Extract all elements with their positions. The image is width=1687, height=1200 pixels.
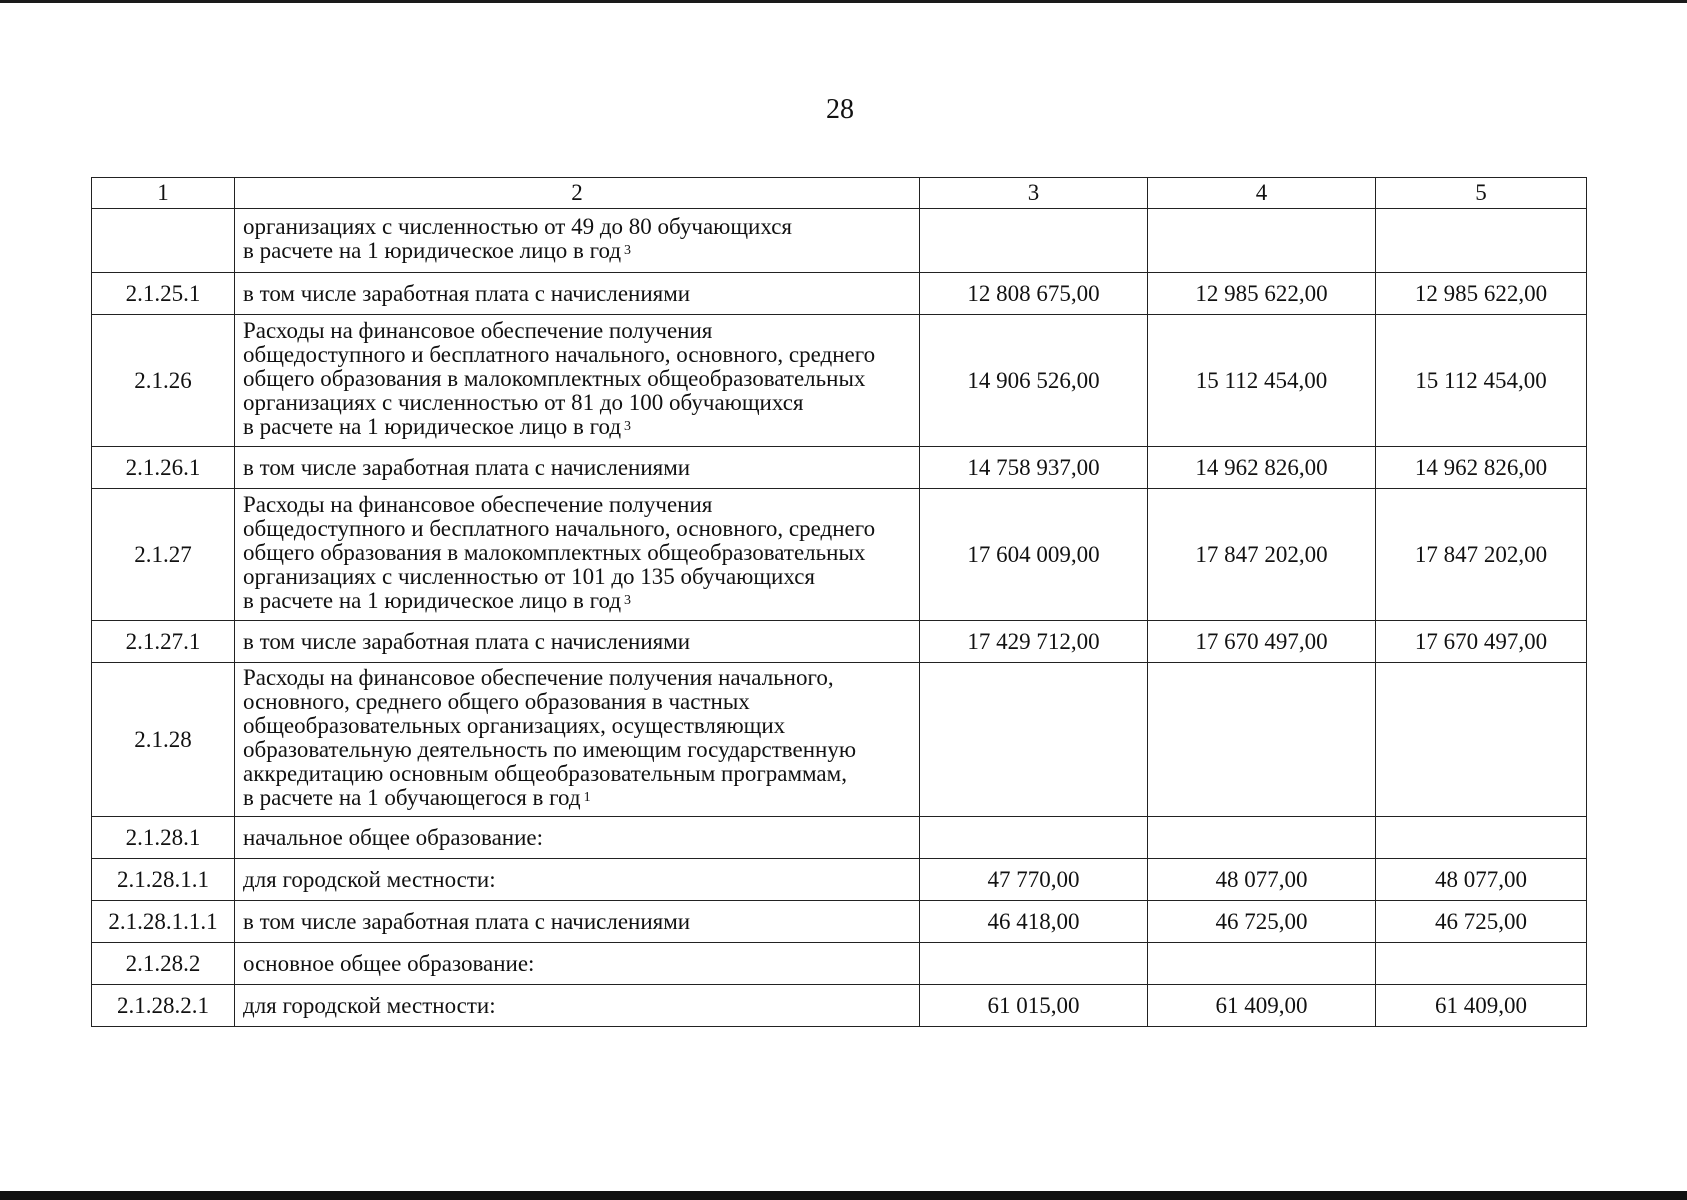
value-col-5: 14 962 826,00	[1376, 447, 1587, 489]
row-description	[235, 663, 920, 817]
column-number-5: 5	[1376, 178, 1587, 209]
row-description	[235, 315, 920, 447]
row-code: 2.1.27	[92, 489, 235, 621]
value-col-3	[920, 209, 1148, 273]
value-col-5: 48 077,00	[1376, 859, 1587, 901]
table-row	[92, 817, 1587, 859]
column-number-3: 3	[920, 178, 1148, 209]
table-row	[92, 315, 1587, 447]
row-code: 2.1.28.2	[92, 943, 235, 985]
scan-border-top	[0, 0, 1687, 3]
value-col-4	[1148, 943, 1376, 985]
value-col-4: 17 847 202,00	[1148, 489, 1376, 621]
value-col-5	[1376, 209, 1587, 273]
value-col-4	[1148, 663, 1376, 817]
value-col-5: 17 670 497,00	[1376, 621, 1587, 663]
row-description	[235, 985, 920, 1027]
row-description	[235, 901, 920, 943]
footnote-marker: 3	[624, 592, 632, 608]
row-code: 2.1.28.1.1	[92, 859, 235, 901]
value-col-4	[1148, 209, 1376, 273]
table-row	[92, 859, 1587, 901]
description-text: в том числе заработная плата с начислениями	[243, 628, 691, 654]
value-col-3: 61 015,00	[920, 985, 1148, 1027]
table-row	[92, 273, 1587, 315]
row-description	[235, 621, 920, 663]
row-code: 2.1.27.1	[92, 621, 235, 663]
description-text: в том числе заработная плата с начислениями	[243, 280, 691, 306]
row-description	[235, 209, 920, 273]
page-number: 28	[826, 94, 854, 125]
table-row	[92, 209, 1587, 273]
description-text: в том числе заработная плата с начислениями	[243, 908, 691, 934]
row-description	[235, 273, 920, 315]
description-text: организациях с численностью от 49 до 80 обучающихся в расчете на 1 юридическое лицо в год	[243, 213, 792, 263]
value-col-5	[1376, 943, 1587, 985]
row-description	[235, 447, 920, 489]
table-row	[92, 447, 1587, 489]
value-col-4	[1148, 817, 1376, 859]
value-col-3: 46 418,00	[920, 901, 1148, 943]
table-row	[92, 621, 1587, 663]
value-col-3: 17 429 712,00	[920, 621, 1148, 663]
row-code: 2.1.28	[92, 663, 235, 817]
description-text: в том числе заработная плата с начислениями	[243, 454, 691, 480]
table-row	[92, 901, 1587, 943]
budget-table	[91, 177, 1587, 1027]
table-body	[92, 178, 1587, 1027]
value-col-4: 12 985 622,00	[1148, 273, 1376, 315]
row-description	[235, 943, 920, 985]
value-col-3: 14 906 526,00	[920, 315, 1148, 447]
value-col-3: 12 808 675,00	[920, 273, 1148, 315]
footnote-marker: 3	[624, 418, 632, 434]
value-col-5: 46 725,00	[1376, 901, 1587, 943]
column-number-2: 2	[235, 178, 920, 209]
value-col-5: 17 847 202,00	[1376, 489, 1587, 621]
description-text: начальное общее образование:	[243, 824, 544, 850]
row-code: 2.1.28.2.1	[92, 985, 235, 1027]
row-code: 2.1.28.1.1.1	[92, 901, 235, 943]
scan-border-bottom	[0, 1191, 1687, 1200]
description-text: для городской местности:	[243, 992, 496, 1018]
table-row	[92, 943, 1587, 985]
value-col-4: 15 112 454,00	[1148, 315, 1376, 447]
value-col-3: 14 758 937,00	[920, 447, 1148, 489]
value-col-4: 14 962 826,00	[1148, 447, 1376, 489]
value-col-3: 47 770,00	[920, 859, 1148, 901]
value-col-4: 17 670 497,00	[1148, 621, 1376, 663]
column-number-row	[92, 178, 1587, 209]
row-code	[92, 209, 235, 273]
row-code: 2.1.26.1	[92, 447, 235, 489]
row-code: 2.1.26	[92, 315, 235, 447]
description-text: Расходы на финансовое обеспечение получения общедоступного и бесплатного начального, основного, среднего общего образования в малокомплектных общеобразовательных организациях с численностью от 101 до 135 обучающихся в расчете на 1 юридическое лицо в год	[243, 491, 876, 613]
table-row	[92, 663, 1587, 817]
description-text: для городской местности:	[243, 866, 496, 892]
table-row	[92, 489, 1587, 621]
value-col-5: 15 112 454,00	[1376, 315, 1587, 447]
description-text: Расходы на финансовое обеспечение получения начального, основного, среднего общего образования в частных общеобразовательных организациях, осуществляющих образовательную деятельность по имеющим государственную аккредитацию основным общеобразовательным программам, в расчете на 1 обучающегося в год	[243, 664, 857, 810]
value-col-4: 61 409,00	[1148, 985, 1376, 1027]
value-col-5	[1376, 663, 1587, 817]
column-number-1: 1	[92, 178, 235, 209]
footnote-marker: 3	[624, 242, 632, 258]
row-description	[235, 859, 920, 901]
column-number-4: 4	[1148, 178, 1376, 209]
value-col-3	[920, 663, 1148, 817]
row-code: 2.1.28.1	[92, 817, 235, 859]
value-col-4: 48 077,00	[1148, 859, 1376, 901]
description-text: основное общее образование:	[243, 950, 535, 976]
value-col-3	[920, 943, 1148, 985]
row-description	[235, 817, 920, 859]
value-col-4: 46 725,00	[1148, 901, 1376, 943]
value-col-5: 61 409,00	[1376, 985, 1587, 1027]
value-col-3: 17 604 009,00	[920, 489, 1148, 621]
value-col-3	[920, 817, 1148, 859]
description-text: Расходы на финансовое обеспечение получения общедоступного и бесплатного начального, основного, среднего общего образования в малокомплектных общеобразовательных организациях с численностью от 81 до 100 обучающихся в расчете на 1 юридическое лицо в год	[243, 317, 876, 439]
table-row	[92, 985, 1587, 1027]
footnote-marker: 1	[583, 789, 591, 805]
value-col-5	[1376, 817, 1587, 859]
value-col-5: 12 985 622,00	[1376, 273, 1587, 315]
row-code: 2.1.25.1	[92, 273, 235, 315]
row-description	[235, 489, 920, 621]
